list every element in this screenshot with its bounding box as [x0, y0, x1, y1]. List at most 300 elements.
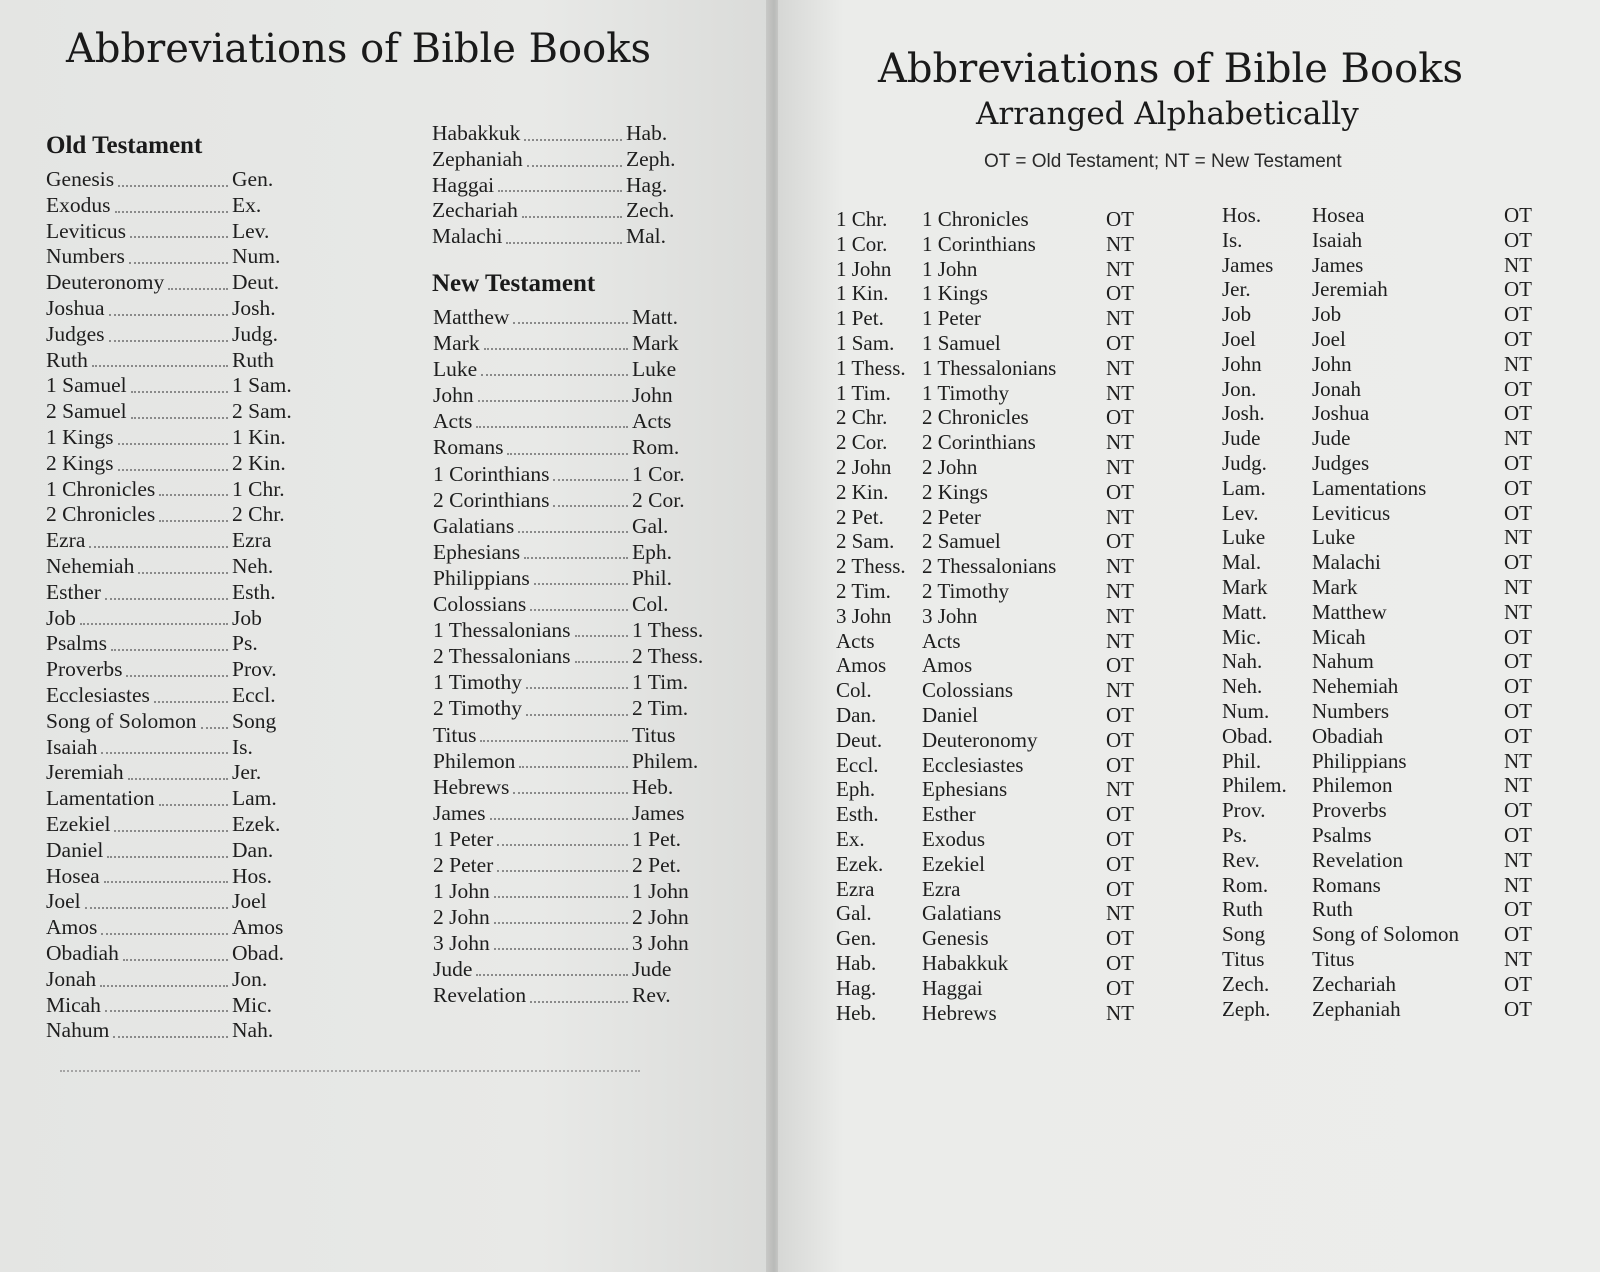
book-row — [46, 373, 296, 399]
book-name: 1 Thessalonians — [433, 618, 571, 643]
book-row — [432, 224, 692, 250]
book-row — [433, 669, 723, 695]
book-row — [1222, 476, 1558, 501]
testament-code: OT — [1504, 302, 1532, 327]
book-row — [46, 889, 296, 915]
dot-leader — [109, 340, 228, 342]
book-row — [836, 728, 1156, 753]
book-abbreviation: 2 Thess. — [632, 644, 704, 669]
book-abbreviation: 2 Cor. — [836, 430, 888, 455]
book-name: 1 Thessalonians — [922, 355, 1057, 380]
book-row — [46, 477, 296, 503]
book-row — [432, 147, 692, 173]
dot-leader — [476, 426, 628, 428]
book-abbreviation: Job — [232, 605, 262, 630]
testament-code: OT — [1504, 971, 1532, 996]
book-abbreviation: Zeph. — [626, 146, 676, 171]
book-name: James — [1312, 252, 1364, 277]
book-row — [836, 976, 1156, 1001]
book-name: Nahum — [46, 1018, 110, 1043]
dot-leader — [524, 557, 628, 559]
book-name: Luke — [433, 357, 478, 382]
book-name: 1 Timothy — [433, 670, 523, 695]
book-name: Daniel — [922, 702, 978, 727]
book-name: Habakkuk — [922, 950, 1009, 975]
dot-leader — [490, 818, 628, 820]
book-abbreviation: Philem. — [632, 748, 699, 773]
book-name: Joshua — [46, 295, 105, 320]
book-name: Malachi — [1312, 550, 1381, 575]
book-row — [1222, 897, 1558, 922]
book-name: 2 Timothy — [433, 696, 523, 721]
book-abbreviation: 1 Sam. — [232, 373, 292, 398]
book-abbreviation: 1 Sam. — [836, 330, 895, 355]
book-abbreviation: Song — [232, 708, 277, 733]
book-abbreviation: Titus — [632, 722, 676, 747]
dot-leader — [476, 974, 628, 976]
dot-leader — [513, 322, 628, 324]
book-name: Proverbs — [46, 657, 123, 682]
book-name: Galatians — [922, 901, 1002, 926]
book-name: Lamentations — [1312, 475, 1427, 500]
book-name: Habakkuk — [432, 121, 521, 145]
book-name: Psalms — [46, 631, 107, 656]
book-row — [46, 606, 296, 632]
book-abbreviation: Hab. — [836, 950, 877, 975]
testament-code: OT — [1106, 926, 1134, 951]
book-name: Hosea — [1312, 203, 1365, 227]
dot-leader — [92, 365, 228, 367]
book-name: 2 Kings — [46, 450, 114, 475]
testament-code: NT — [1106, 380, 1134, 405]
book-name: 1 Peter — [922, 306, 981, 331]
testament-code: OT — [1106, 752, 1134, 777]
testament-code: OT — [1106, 405, 1134, 430]
book-row — [46, 657, 296, 683]
book-abbreviation: 2 Thess. — [836, 554, 906, 579]
book-name: Malachi — [432, 224, 503, 249]
book-abbreviation: Rev. — [1222, 847, 1260, 872]
dot-leader — [104, 881, 228, 883]
book-row — [836, 629, 1156, 654]
book-row — [836, 703, 1156, 728]
book-abbreviation: Ezra — [836, 876, 875, 901]
book-row — [46, 244, 296, 270]
book-abbreviation: Prov. — [232, 657, 277, 682]
book-row — [1222, 327, 1558, 352]
testament-code: OT — [1504, 450, 1532, 475]
book-name: Jonah — [46, 966, 97, 991]
book-abbreviation: Lam. — [232, 786, 277, 811]
dot-leader — [101, 933, 228, 935]
dot-leader — [111, 649, 228, 651]
book-name: 1 Corinthians — [922, 231, 1036, 256]
book-name: Leviticus — [46, 218, 127, 243]
book-abbreviation: Titus — [1222, 946, 1265, 971]
book-name: Micah — [46, 992, 101, 1017]
book-row — [1222, 649, 1558, 674]
book-name: Zephaniah — [1312, 996, 1401, 1021]
book-row — [1222, 972, 1558, 997]
book-name: Acts — [433, 409, 473, 434]
book-row — [836, 232, 1156, 257]
book-row — [46, 348, 296, 374]
book-name: John — [1312, 351, 1352, 376]
dot-leader — [115, 211, 228, 213]
book-abbreviation: Acts — [632, 409, 672, 434]
book-name: Jude — [433, 957, 473, 982]
book-row — [1222, 773, 1558, 798]
book-abbreviation: 1 Cor. — [632, 461, 685, 486]
book-row — [836, 901, 1156, 926]
testament-code: OT — [1504, 550, 1532, 575]
testament-code: OT — [1504, 401, 1532, 426]
book-abbreviation: Rom. — [632, 435, 680, 460]
book-name: Hosea — [46, 863, 100, 888]
book-name: Genesis — [46, 167, 115, 191]
book-row — [836, 579, 1156, 604]
book-row — [836, 356, 1156, 381]
book-row — [46, 941, 296, 967]
book-abbreviation: Rom. — [1222, 872, 1269, 897]
testament-code: OT — [1106, 330, 1134, 355]
testament-code: OT — [1504, 277, 1532, 302]
dot-leader — [85, 907, 228, 909]
book-name: Ezra — [46, 528, 86, 553]
book-row — [836, 306, 1156, 331]
book-abbreviation: 2 Kin. — [836, 479, 889, 504]
book-name: Colossians — [922, 678, 1014, 703]
book-abbreviation: Zech. — [626, 198, 675, 223]
testament-code: NT — [1106, 628, 1134, 653]
book-row — [46, 425, 296, 451]
testament-code: NT — [1504, 252, 1532, 277]
book-row — [46, 915, 296, 941]
book-name: Job — [1312, 302, 1342, 327]
book-name: 2 Kings — [922, 479, 988, 504]
book-row — [1222, 997, 1558, 1022]
book-row — [433, 617, 723, 643]
book-row — [46, 270, 296, 296]
book-abbreviation: Dan. — [232, 837, 274, 862]
book-name: Nahum — [1312, 649, 1374, 674]
testament-code: OT — [1504, 798, 1532, 823]
book-row — [433, 356, 723, 382]
book-row — [1222, 203, 1558, 228]
dot-leader — [553, 505, 628, 507]
book-row — [46, 735, 296, 761]
book-abbreviation: Amos — [836, 653, 887, 678]
dot-leader — [131, 391, 228, 393]
book-name: 1 Samuel — [922, 330, 1001, 355]
book-abbreviation: Ezek. — [836, 851, 884, 876]
book-row — [433, 304, 723, 330]
book-abbreviation: Job — [1222, 302, 1252, 327]
book-row — [836, 207, 1156, 232]
dot-leader — [484, 348, 628, 350]
book-row — [433, 434, 723, 460]
book-row — [1222, 749, 1558, 774]
book-row — [1222, 575, 1558, 600]
book-name: Philemon — [433, 748, 516, 773]
book-abbreviation: Eccl. — [836, 752, 879, 777]
book-abbreviation: Mal. — [626, 224, 667, 249]
book-name: Matthew — [433, 305, 510, 329]
book-abbreviation: 1 John — [836, 256, 892, 281]
book-row — [433, 800, 723, 826]
testament-code: OT — [1504, 723, 1532, 748]
book-abbreviation: 1 Kin. — [232, 424, 286, 449]
book-name: 2 Corinthians — [433, 487, 550, 512]
testament-code: NT — [1504, 426, 1532, 451]
book-name: Ruth — [1312, 897, 1353, 922]
book-name: Micah — [1312, 624, 1366, 649]
book-row — [433, 878, 723, 904]
dot-leader — [478, 400, 628, 402]
testament-legend: OT = Old Testament; NT = New Testament — [984, 151, 1342, 172]
book-row — [433, 956, 723, 982]
book-abbreviation: Phil. — [632, 565, 673, 590]
book-name: 1 Corinthians — [433, 461, 550, 486]
book-abbreviation: 2 Tim. — [836, 578, 891, 603]
book-row — [836, 852, 1156, 877]
book-abbreviation: 2 John — [836, 454, 892, 479]
book-row — [46, 580, 296, 606]
book-name: Nehemiah — [1312, 674, 1399, 699]
dot-leader — [519, 766, 628, 768]
dot-leader — [101, 752, 228, 754]
book-abbreviation: 1 Tim. — [632, 670, 689, 695]
testament-code: OT — [1504, 674, 1532, 699]
book-abbreviation: Ezra — [232, 528, 272, 553]
book-abbreviation: Nah. — [232, 1018, 274, 1043]
book-name: Matthew — [1312, 599, 1387, 624]
book-abbreviation: 1 Thess. — [836, 355, 906, 380]
book-name: Luke — [1312, 525, 1356, 550]
dot-leader — [89, 546, 228, 548]
book-row — [46, 1018, 296, 1044]
book-name: 1 Chronicles — [46, 476, 156, 501]
testament-code: OT — [1504, 376, 1532, 401]
book-name: Philippians — [433, 565, 530, 590]
book-row — [1222, 253, 1558, 278]
testament-code: NT — [1106, 578, 1134, 603]
book-abbreviation: Obad. — [1222, 723, 1273, 748]
book-name: Song of Solomon — [46, 708, 197, 733]
page-title: Abbreviations of Bible Books — [878, 46, 1463, 92]
book-row — [836, 381, 1156, 406]
book-abbreviation: Ex. — [836, 826, 865, 851]
dot-leader — [494, 922, 628, 924]
book-row — [1222, 625, 1558, 650]
book-name: Judges — [46, 321, 105, 346]
book-abbreviation: Joel — [1222, 326, 1256, 351]
dot-leader — [497, 870, 628, 872]
book-row — [836, 951, 1156, 976]
left-page — [0, 0, 772, 1272]
testament-code: OT — [1106, 975, 1134, 1000]
book-name: Esther — [46, 579, 101, 604]
book-abbreviation: 1 Chr. — [232, 476, 285, 501]
book-name: 2 Timothy — [922, 578, 1009, 603]
book-name: 3 John — [433, 931, 490, 956]
book-name: 2 Corinthians — [922, 430, 1036, 455]
dot-leader — [575, 635, 628, 637]
book-row — [433, 695, 723, 721]
book-name: 2 Thessalonians — [433, 644, 571, 669]
testament-code: NT — [1106, 231, 1134, 256]
book-name: Isaiah — [46, 734, 98, 759]
book-abbreviation: Luke — [632, 357, 677, 382]
book-row — [46, 219, 296, 245]
dot-leader — [138, 572, 228, 574]
book-abbreviation: 1 Pet. — [632, 826, 681, 851]
book-abbreviation: Hag. — [836, 975, 877, 1000]
dot-leader — [168, 288, 228, 290]
book-abbreviation: Obad. — [232, 940, 284, 965]
book-name: Colossians — [433, 592, 527, 617]
dot-leader — [123, 959, 228, 961]
book-abbreviation: 1 John — [632, 879, 689, 904]
book-row — [1222, 377, 1558, 402]
testament-code: NT — [1106, 678, 1134, 703]
book-name: Exodus — [46, 192, 111, 217]
book-row — [836, 505, 1156, 530]
book-row — [836, 405, 1156, 430]
book-row — [1222, 873, 1558, 898]
book-row — [46, 322, 296, 348]
book-row — [836, 1001, 1156, 1026]
book-name: 1 John — [922, 256, 978, 281]
testament-code: OT — [1106, 207, 1134, 231]
dot-leader — [530, 609, 628, 611]
testament-code: NT — [1504, 525, 1532, 550]
book-name: Joel — [1312, 326, 1346, 351]
book-abbreviation: 2 Sam. — [232, 399, 292, 424]
testament-code: OT — [1106, 702, 1134, 727]
book-name: Leviticus — [1312, 500, 1391, 525]
book-abbreviation: James — [1222, 252, 1274, 277]
testament-code: OT — [1106, 802, 1134, 827]
old-testament-list — [46, 167, 296, 1044]
book-name: Ephesians — [922, 777, 1008, 802]
book-name: 2 John — [433, 905, 490, 930]
book-row — [836, 753, 1156, 778]
old-testament-continued-list — [432, 121, 692, 250]
book-row — [433, 330, 723, 356]
book-name: Amos — [46, 915, 98, 940]
dot-leader — [109, 314, 228, 316]
dot-leader — [526, 687, 628, 689]
testament-code: OT — [1106, 281, 1134, 306]
testament-code: OT — [1504, 996, 1532, 1021]
book-row — [836, 529, 1156, 554]
book-row — [46, 399, 296, 425]
book-abbreviation: Gal. — [836, 901, 872, 926]
testament-code: OT — [1106, 826, 1134, 851]
testament-code: OT — [1504, 649, 1532, 674]
book-name: Haggai — [432, 172, 495, 197]
book-row — [433, 852, 723, 878]
alphabetical-list-column-1 — [836, 207, 1156, 1025]
testament-code: OT — [1504, 624, 1532, 649]
book-row — [46, 528, 296, 554]
book-row — [1222, 277, 1558, 302]
testament-code: NT — [1106, 355, 1134, 380]
book-name: Joel — [46, 889, 81, 914]
book-row — [46, 451, 296, 477]
testament-code: OT — [1504, 897, 1532, 922]
dot-leader — [513, 792, 628, 794]
book-name: 2 Chronicles — [46, 502, 156, 527]
testament-code: OT — [1106, 851, 1134, 876]
book-name: Romans — [1312, 872, 1381, 897]
book-name: Deuteronomy — [922, 727, 1038, 752]
book-name: Ecclesiastes — [46, 682, 150, 707]
book-abbreviation: James — [632, 800, 685, 825]
testament-code: NT — [1504, 574, 1532, 599]
book-abbreviation: 3 John — [836, 603, 892, 628]
dot-leader — [481, 374, 628, 376]
book-name: Nehemiah — [46, 553, 135, 578]
book-row — [1222, 848, 1558, 873]
book-row — [1222, 798, 1558, 823]
book-abbreviation: Esth. — [232, 579, 276, 604]
book-abbreviation: 1 Chr. — [836, 207, 888, 231]
new-testament-list — [433, 304, 723, 1009]
book-name: Ephesians — [433, 539, 521, 564]
book-name: 3 John — [922, 603, 978, 628]
book-row — [1222, 401, 1558, 426]
dot-leader — [159, 520, 228, 522]
book-row — [836, 554, 1156, 579]
book-row — [836, 430, 1156, 455]
book-name: Lamentation — [46, 786, 155, 811]
book-row — [46, 296, 296, 322]
dot-leader — [494, 896, 628, 898]
testament-code: NT — [1106, 777, 1134, 802]
book-name: 1 Peter — [433, 826, 494, 851]
book-abbreviation: 2 Tim. — [632, 696, 689, 721]
book-row — [46, 812, 296, 838]
book-name: Zechariah — [1312, 971, 1396, 996]
book-abbreviation: Phil. — [1222, 748, 1262, 773]
book-name: Revelation — [433, 983, 527, 1008]
book-name: Galatians — [433, 513, 515, 538]
book-name: Exodus — [922, 826, 985, 851]
dot-leader — [201, 727, 228, 729]
book-abbreviation: 2 Cor. — [632, 487, 685, 512]
book-name: Obadiah — [1312, 723, 1384, 748]
book-name: Mark — [433, 331, 480, 356]
book-name: Proverbs — [1312, 798, 1387, 823]
testament-code: OT — [1504, 922, 1532, 947]
page-subtitle: Arranged Alphabetically — [976, 96, 1359, 132]
book-abbreviation: Num. — [232, 244, 281, 269]
book-row — [433, 930, 723, 956]
book-row — [1222, 501, 1558, 526]
book-name: Genesis — [922, 926, 989, 951]
dot-leader — [128, 778, 228, 780]
book-abbreviation: Is. — [232, 734, 253, 759]
book-row — [1222, 451, 1558, 476]
testament-code: NT — [1106, 1000, 1134, 1025]
book-row — [836, 480, 1156, 505]
book-abbreviation: Joel — [232, 889, 267, 914]
book-name: Ecclesiastes — [922, 752, 1024, 777]
book-name: 2 Thessalonians — [922, 554, 1057, 579]
dot-leader — [494, 948, 628, 950]
